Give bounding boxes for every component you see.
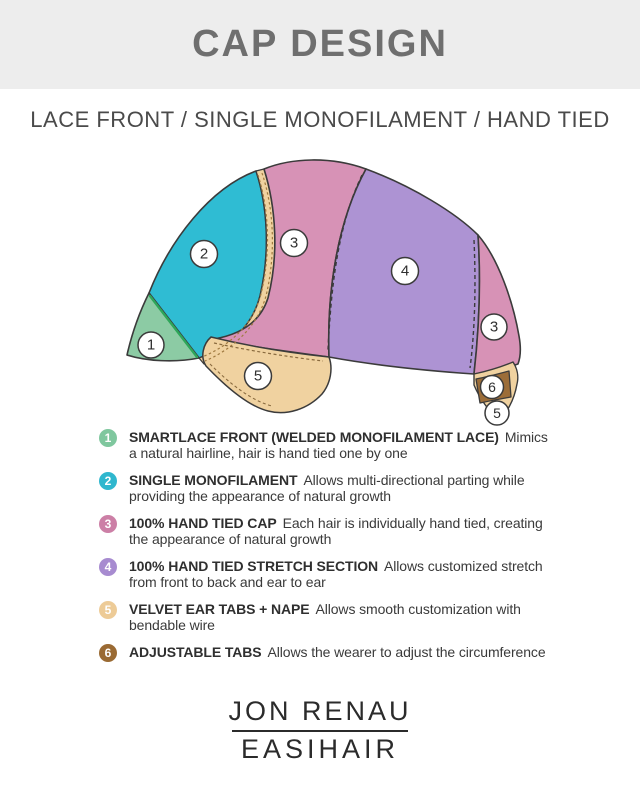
legend-item-3 xyxy=(99,515,555,547)
marker-5-nape xyxy=(485,401,509,425)
legend-text-1 xyxy=(129,429,555,461)
brand-divider xyxy=(232,730,408,732)
legend-item-2 xyxy=(99,472,555,504)
legend-dot-5: 5 xyxy=(99,601,117,619)
svg-text:3: 3 xyxy=(289,234,299,252)
legend-dot-1: 1 xyxy=(99,429,117,447)
legend-item-6 xyxy=(99,644,555,662)
legend-desc-1: Mimics a natural hairline, hair is hand tied one by one xyxy=(129,429,548,461)
legend-desc-2: Allows multi-directional parting while providing the appearance of natural growth xyxy=(129,472,525,504)
cap-subtitle: LACE FRONT / SINGLE MONOFILAMENT / HAND TIED xyxy=(30,107,610,132)
legend-text-6 xyxy=(129,644,546,660)
legend-desc-4: Allows customized stretch from front to back and ear to ear xyxy=(129,558,543,590)
svg-text:4: 4 xyxy=(400,262,410,280)
legend-text-2 xyxy=(129,472,555,504)
legend-label-2: SINGLE MONOFILAMENT xyxy=(129,472,298,488)
header-band xyxy=(0,0,640,89)
legend-item-1 xyxy=(99,429,555,461)
marker-3-back xyxy=(481,314,507,340)
brand-logo xyxy=(0,696,640,765)
cap-diagram xyxy=(100,140,560,440)
legend-desc-6: Allows the wearer to adjust the circumference xyxy=(267,644,546,660)
marker-5-ear xyxy=(245,363,272,390)
svg-text:3: 3 xyxy=(489,318,499,336)
cap-diagram-svg xyxy=(100,140,560,440)
section-3-hand-tied-back xyxy=(474,235,520,374)
marker-2 xyxy=(191,241,218,268)
page-title: CAP DESIGN xyxy=(192,23,448,65)
legend-label-5: VELVET EAR TABS + NAPE xyxy=(129,601,310,617)
marker-6 xyxy=(481,376,504,399)
svg-text:1: 1 xyxy=(146,336,156,354)
legend-dot-6: 6 xyxy=(99,644,117,662)
svg-text:5: 5 xyxy=(253,367,263,385)
legend-text-5 xyxy=(129,601,555,633)
legend-text-4 xyxy=(129,558,555,590)
svg-text:5: 5 xyxy=(493,405,501,421)
marker-4 xyxy=(392,258,419,285)
svg-text:2: 2 xyxy=(199,245,209,263)
marker-3-front xyxy=(281,230,308,257)
legend-dot-2: 2 xyxy=(99,472,117,490)
brand-name-top: JON RENAU xyxy=(228,696,412,726)
legend-label-1: SMARTLACE FRONT (WELDED MONOFILAMENT LACE) xyxy=(129,429,499,445)
legend-label-3: 100% HAND TIED CAP xyxy=(129,515,277,531)
legend-dot-4: 4 xyxy=(99,558,117,576)
legend-desc-5: Allows smooth customization with bendable wire xyxy=(129,601,521,633)
legend-desc-3: Each hair is individually hand tied, creating the appearance of natural growth xyxy=(129,515,543,547)
legend-dot-3: 3 xyxy=(99,515,117,533)
legend-label-4: 100% HAND TIED STRETCH SECTION xyxy=(129,558,379,574)
legend-item-5 xyxy=(99,601,555,633)
marker-1 xyxy=(138,332,164,358)
legend-text-3 xyxy=(129,515,555,547)
legend-item-4 xyxy=(99,558,555,590)
brand-name-bottom: EASIHAIR xyxy=(240,734,400,764)
legend xyxy=(99,429,555,673)
svg-text:6: 6 xyxy=(488,379,496,395)
legend-label-6: ADJUSTABLE TABS xyxy=(129,644,262,660)
